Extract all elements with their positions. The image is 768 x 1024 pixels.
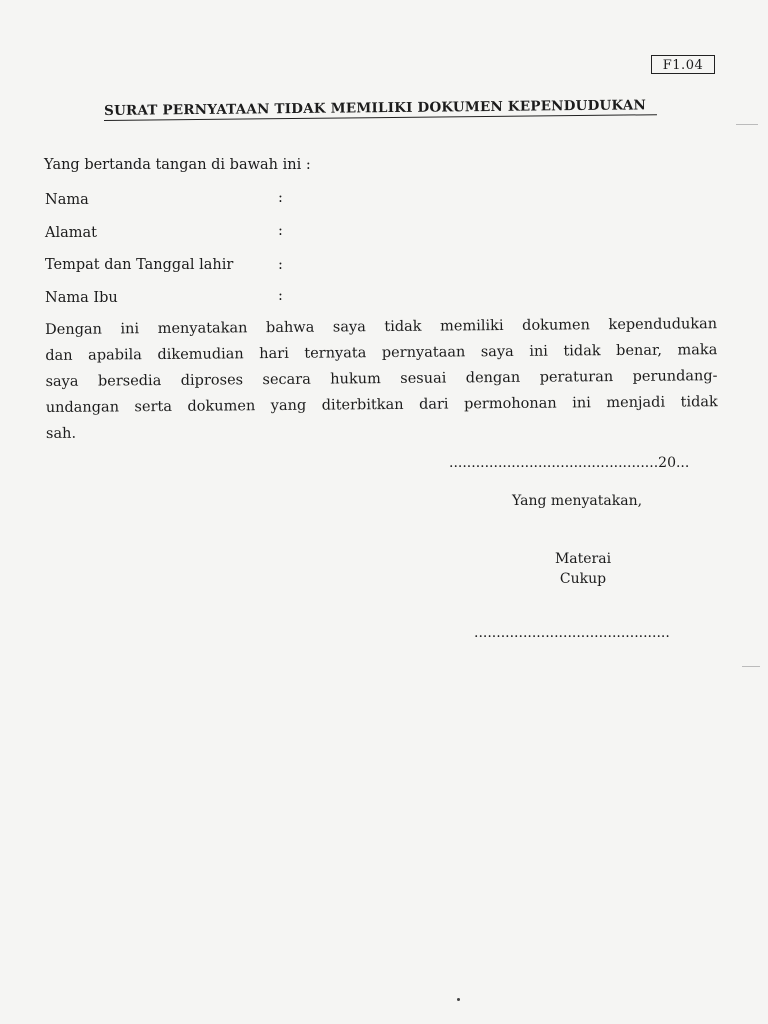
stamp-line-cukup: Cukup [559,571,607,587]
statement-paragraph [45,311,718,447]
document-title: SURAT PERNYATAAN TIDAK MEMILIKI DOKUMEN KEPENDUDUKAN [104,97,647,119]
scan-speck [457,998,460,1001]
statement-line: saya bersedia diproses secara hukum sesuai dengan peraturan perundang- [45,368,718,390]
field-colon-alamat: : [278,223,283,239]
statement-line: undangan serta dokumen yang diterbitkan dari permohonan ini menjadi tidak [45,394,718,416]
statement-line: Dengan ini menyatakan bahwa saya tidak memiliki dokumen kependudukan [45,316,718,338]
field-label-alamat: Alamat [45,225,97,241]
statement-line: dan apabila dikemudian hari ternyata pernyataan saya ini tidak benar, maka [45,342,718,364]
intro-text: Yang bertanda tangan di bawah ini : [44,157,311,173]
statement-line: sah. [45,425,77,442]
stamp-placeholder [540,549,626,589]
signature-line: ............................................ [474,625,670,641]
field-colon-nama-ibu: : [278,288,283,304]
field-label-tempat-tanggal-lahir: Tempat dan Tanggal lahir [45,257,234,273]
scan-edge-mark [736,124,758,125]
stamp-line-materai: Materai [554,551,612,567]
field-label-nama: Nama [45,192,89,208]
date-place-line: ...............................................20... [449,455,690,471]
field-label-nama-ibu: Nama Ibu [45,290,118,306]
signer-label: Yang menyatakan, [512,493,643,509]
scan-edge-mark [742,666,760,667]
field-colon-nama: : [278,190,283,206]
field-colon-tempat-tanggal-lahir: : [278,257,283,273]
form-code-box: F1.04 [651,55,715,74]
